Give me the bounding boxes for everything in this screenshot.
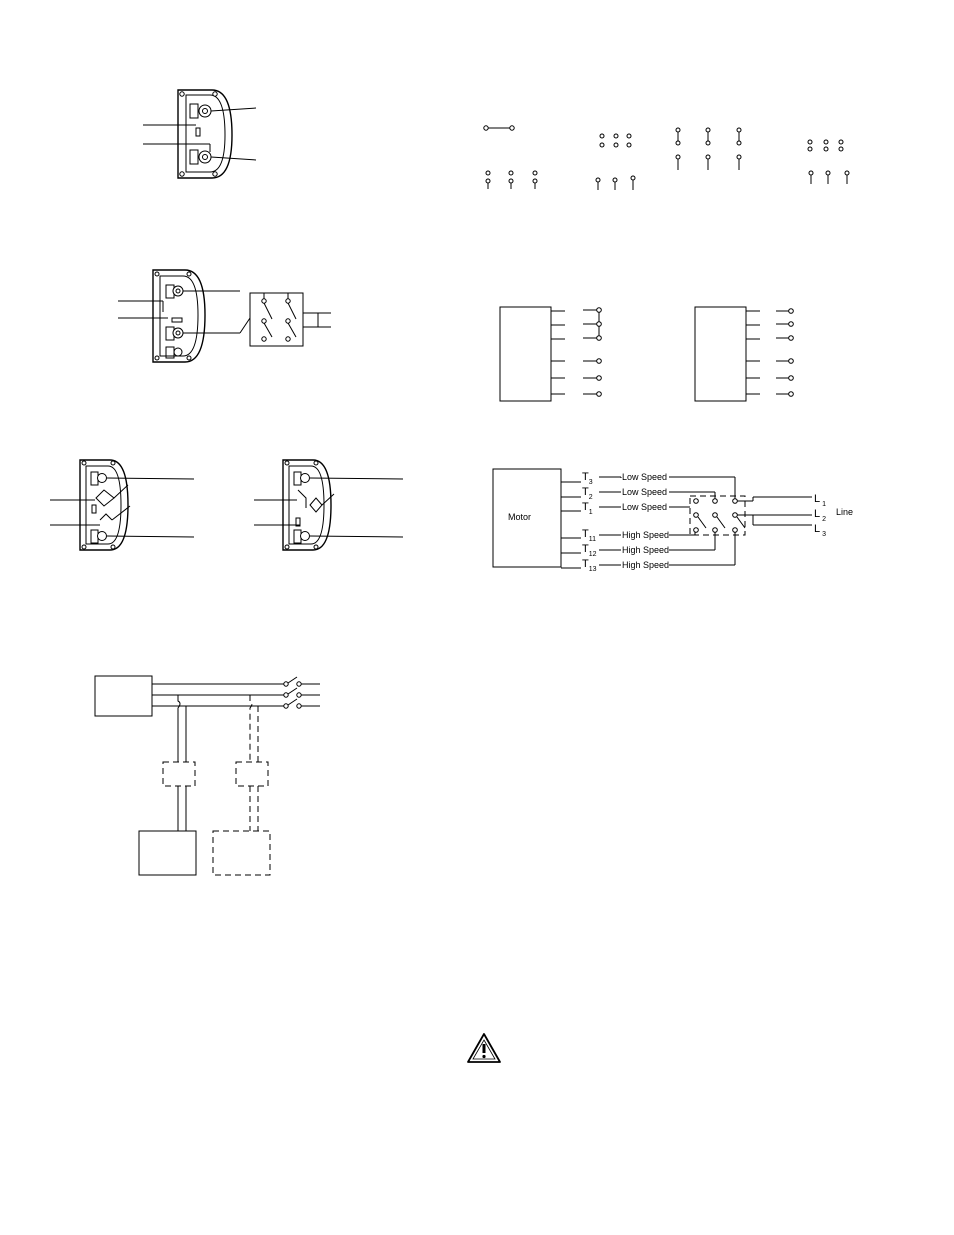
line-terminal-label: L $_3$ bbox=[814, 523, 827, 538]
motor-box-right bbox=[695, 307, 793, 401]
terminal-label: $T_3$ bbox=[582, 471, 593, 486]
motor-label: Motor bbox=[508, 512, 532, 522]
terminal-label: $T_{13}$ bbox=[582, 558, 597, 573]
speed-label: Low Speed bbox=[622, 472, 668, 482]
speed-label: High Speed bbox=[622, 560, 670, 570]
line-terminal-labels bbox=[814, 493, 826, 538]
protector-figure-1 bbox=[143, 90, 256, 178]
terminal-label: $T_{11}$ bbox=[582, 528, 597, 543]
protector-figure-3a bbox=[50, 460, 194, 550]
speed-label: Low Speed bbox=[622, 487, 668, 497]
three-phase-disconnect-figure bbox=[95, 676, 320, 875]
protector-figure-2 bbox=[118, 270, 331, 362]
terminal-labels bbox=[582, 471, 597, 573]
speed-labels bbox=[622, 472, 669, 570]
contact-symbols bbox=[484, 126, 849, 190]
speed-label: High Speed bbox=[622, 545, 670, 555]
motor-box-left bbox=[500, 307, 601, 401]
line-terminal-label: L $_1$ bbox=[814, 493, 827, 508]
line-label: Line bbox=[836, 507, 854, 517]
speed-label: Low Speed bbox=[622, 502, 668, 512]
two-speed-motor-diagram bbox=[493, 469, 853, 573]
terminal-label: $T_2$ bbox=[582, 486, 593, 501]
protector-figure-3b bbox=[254, 460, 403, 550]
terminal-label: $T_{12}$ bbox=[582, 543, 597, 558]
terminal-label: $T_1$ bbox=[582, 501, 593, 516]
warning-triangle-icon bbox=[468, 1034, 500, 1062]
line-terminal-label: L $_2$ bbox=[814, 508, 827, 523]
speed-label: High Speed bbox=[622, 530, 670, 540]
